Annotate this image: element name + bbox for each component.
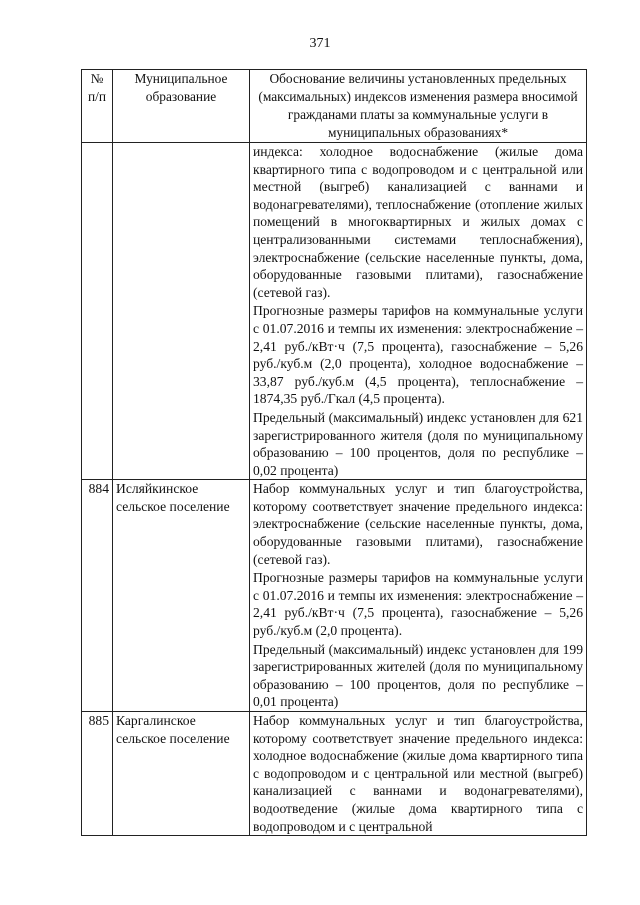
header-municipality: Муниципальное образование [113, 70, 250, 143]
justification-paragraph: Предельный (максимальный) индекс установлен для 199 зарегистрированных жителей (доля по муниципальному образованию – 100 процентов, доля по республике – 0,01 процента) [253, 641, 583, 710]
justification-paragraph: Набор коммунальных услуг и тип благоустройства, которому соответствует значение предельного индекса: электроснабжение (сельские населенные пункты, дома, оборудованные газовыми плитами), газоснабжение (сетевой газ). [253, 481, 583, 567]
row-justification [250, 480, 587, 712]
justification-paragraph: Прогнозные размеры тарифов на коммунальные услуги с 01.07.2016 и темпы их изменения: электроснабжение – 2,41 руб./кВт·ч (7,5 процента), газоснабжение – 5,26 руб./куб.м (2,0 процента). [253, 570, 583, 639]
row-municipality: Каргалинское сельское поселение [113, 712, 250, 836]
row-justification [250, 143, 587, 480]
header-justification: Обоснование величины установленных предельных (максимальных) индексов изменения размера вносимой гражданами платы за коммунальные услуги в муниципальных образованиях* [250, 70, 587, 143]
justification-paragraph: Прогнозные размеры тарифов на коммунальные услуги с 01.07.2016 и темпы их изменения: электроснабжение – 2,41 руб./кВт·ч (7,5 процента), газоснабжение – 5,26 руб./куб.м (2,0 процента), холодное водоснабжение – 33,87 руб./куб.м (4,5 процента), теплоснабжение – 1874,35 руб./Гкал (4,5 процента). [253, 303, 583, 407]
justification-paragraph: Предельный (максимальный) индекс установлен для 621 зарегистрированного жителя (доля по муниципальному образованию – 100 процентов, доля по республике – 0,02 процента) [253, 409, 583, 478]
row-number: 885 [82, 712, 113, 836]
row-municipality: Исляйкинское сельское поселение [113, 480, 250, 712]
table-row [82, 480, 587, 712]
header-num: № п/п [82, 70, 113, 143]
table-row [82, 143, 587, 480]
tariff-index-table [81, 69, 587, 836]
table-header-row [82, 70, 587, 143]
justification-paragraph: Набор коммунальных услуг и тип благоустройства, которому соответствует значение предельного индекса: холодное водоснабжение (жилые дома квартирного типа с водопроводом и с центральной или местной (выгреб) канализацией с ваннами и водонагревателями), водоотведение (жилые дома квартирного типа с водопроводом и с центральной [253, 713, 583, 834]
justification-paragraph: индекса: холодное водоснабжение (жилые дома квартирного типа с водопроводом и с центральной или местной (выгреб) канализацией с ваннами и водонагревателями), теплоснабжение (отопление жилых помещений в многоквартирных и жилых домах с централизованными системами теплоснабжения), электроснабжение (сельские населенные пункты, дома, оборудованные газовыми плитами), газоснабжение (сетевой газ). [253, 144, 583, 300]
table-row [82, 712, 587, 836]
page-number: 371 [309, 36, 331, 51]
row-number [82, 143, 113, 480]
row-justification [250, 712, 587, 836]
row-number: 884 [82, 480, 113, 712]
row-municipality [113, 143, 250, 480]
